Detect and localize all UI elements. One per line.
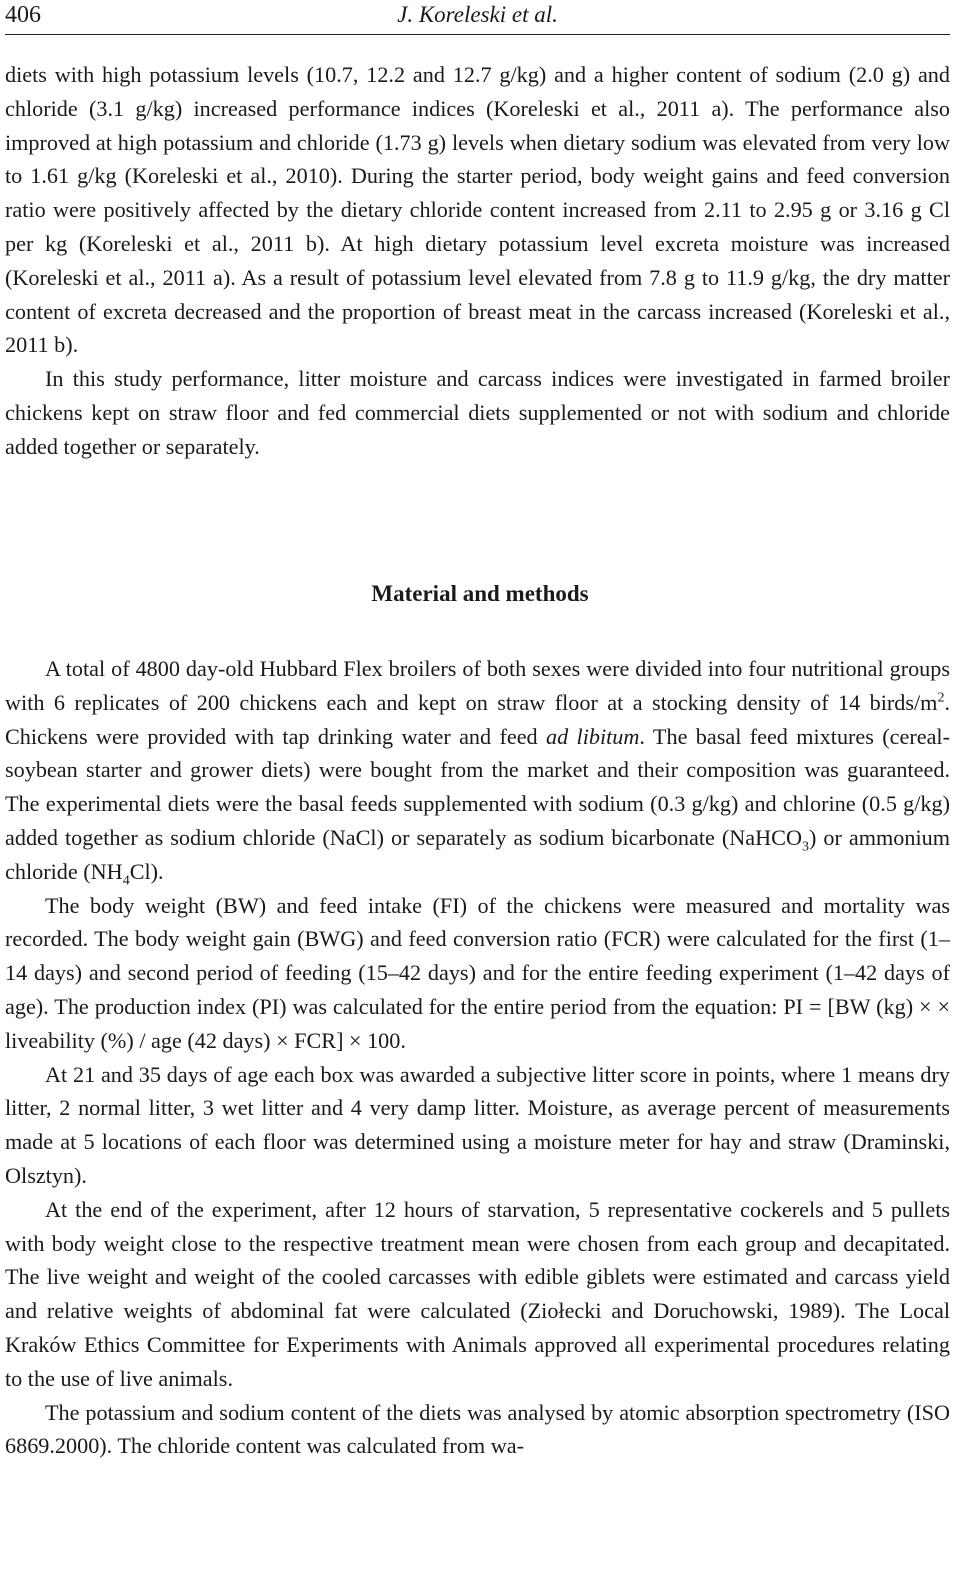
paragraph: The potassium and sodium content of the diets was analysed by atomic absorption spectrometry (ISO 6869.2000). The chloride content was calculated from wa-: [5, 1399, 950, 1459]
paragraph: [5, 652, 950, 889]
paragraph: At 21 and 35 days of age each box was awarded a subjective litter score in points, where 1 means dry litter, 2 normal litter, 3 wet litter and 4 very damp litter. Moisture, as average percent of measurements made at 5 locations of each floor was determined using a moisture meter for hay and straw (Draminski, Olsztyn).: [5, 1061, 950, 1188]
text-run: ) or ammonium chloride (NH: [5, 824, 950, 884]
text-run: . The basal feed mixtures (cereal-soybean starter and grower diets) were bought from the market and their composition was guaranteed. The experimental diets were the basal feeds supplemented with sodium (0.3 g/kg) and chlorine (0.5 g/kg) added together as sodium chloride (NaCl) or separately as sodium bicarbonate (NaHCO: [5, 723, 950, 850]
text-run: . Chickens were provided with tap drinking water and feed: [5, 689, 950, 749]
text-run: Cl).: [129, 858, 164, 884]
superscript: 2: [937, 690, 945, 706]
text-run: A total of 4800 day-old Hubbard Flex broilers of both sexes were divided into four nutritional groups with 6 replicates of 200 chickens each and kept on straw floor at a stocking density of 14 birds/m: [5, 656, 950, 715]
page-number: 406: [5, 2, 41, 28]
page-header: [5, 0, 950, 35]
paragraph: At the end of the experiment, after 12 hours of starvation, 5 representative cockerels and 5 pullets with body weight close to the respective treatment mean were chosen from each group and decapitated. The live weight and weight of the cooled carcasses with edible giblets were estimated and carcass yield and relative weights of abdominal fat were calculated (Ziołecki and Doruchowski, 1989). The Local Kraków Ethics Committee for Experiments with Animals approved all experimental procedures relating to the use of live animals.: [5, 1196, 950, 1391]
subscript: 4: [122, 873, 130, 889]
italic-term: ad libitum: [546, 723, 640, 749]
section-heading: Material and methods: [371, 581, 589, 606]
intro-text: [5, 58, 950, 464]
paragraph: diets with high potassium levels (10.7, 12.2 and 12.7 g/kg) and a higher content of sodium (2.0 g) and chloride (3.1 g/kg) increased performance indices (Koreleski et al., 2011 a). The performance also improved at high potassium and chloride (1.73 g) levels when dietary sodium was elevated from very low to 1.61 g/kg (Koreleski et al., 2010). During the starter period, body weight gains and feed conversion ratio were positively affected by the dietary chloride content increased from 2.11 to 2.95 g or 3.16 g Cl per kg (Koreleski et al., 2011 b). At high dietary potassium level excreta moisture was increased (Koreleski et al., 2011 a). As a result of potassium level elevated from 7.8 g to 11.9 g/kg, the dry matter content of excreta decreased and the proportion of breast meat in the carcass increased (Koreleski et al., 2011 b).: [5, 62, 950, 358]
running-head: J. Koreleski et al.: [397, 2, 558, 27]
paragraph: The body weight (BW) and feed intake (FI) of the chickens were measured and mortality was recorded. The body weight gain (BWG) and feed conversion ratio (FCR) were calculated for the first (1–14 days) and second period of feeding (15–42 days) and for the entire feeding experiment (1–42 days of age). The production index (PI) was calculated for the entire period from the equation: PI = [BW (kg) × × liveability (%) / age (42 days) × FCR] × 100.: [5, 892, 950, 1053]
methods-text: [5, 652, 950, 1463]
paragraph: In this study performance, litter moisture and carcass indices were investigated in farmed broiler chickens kept on straw floor and fed commercial diets supplemented or not with sodium and chloride added together or separately.: [5, 366, 950, 459]
subscript: 3: [801, 839, 809, 855]
